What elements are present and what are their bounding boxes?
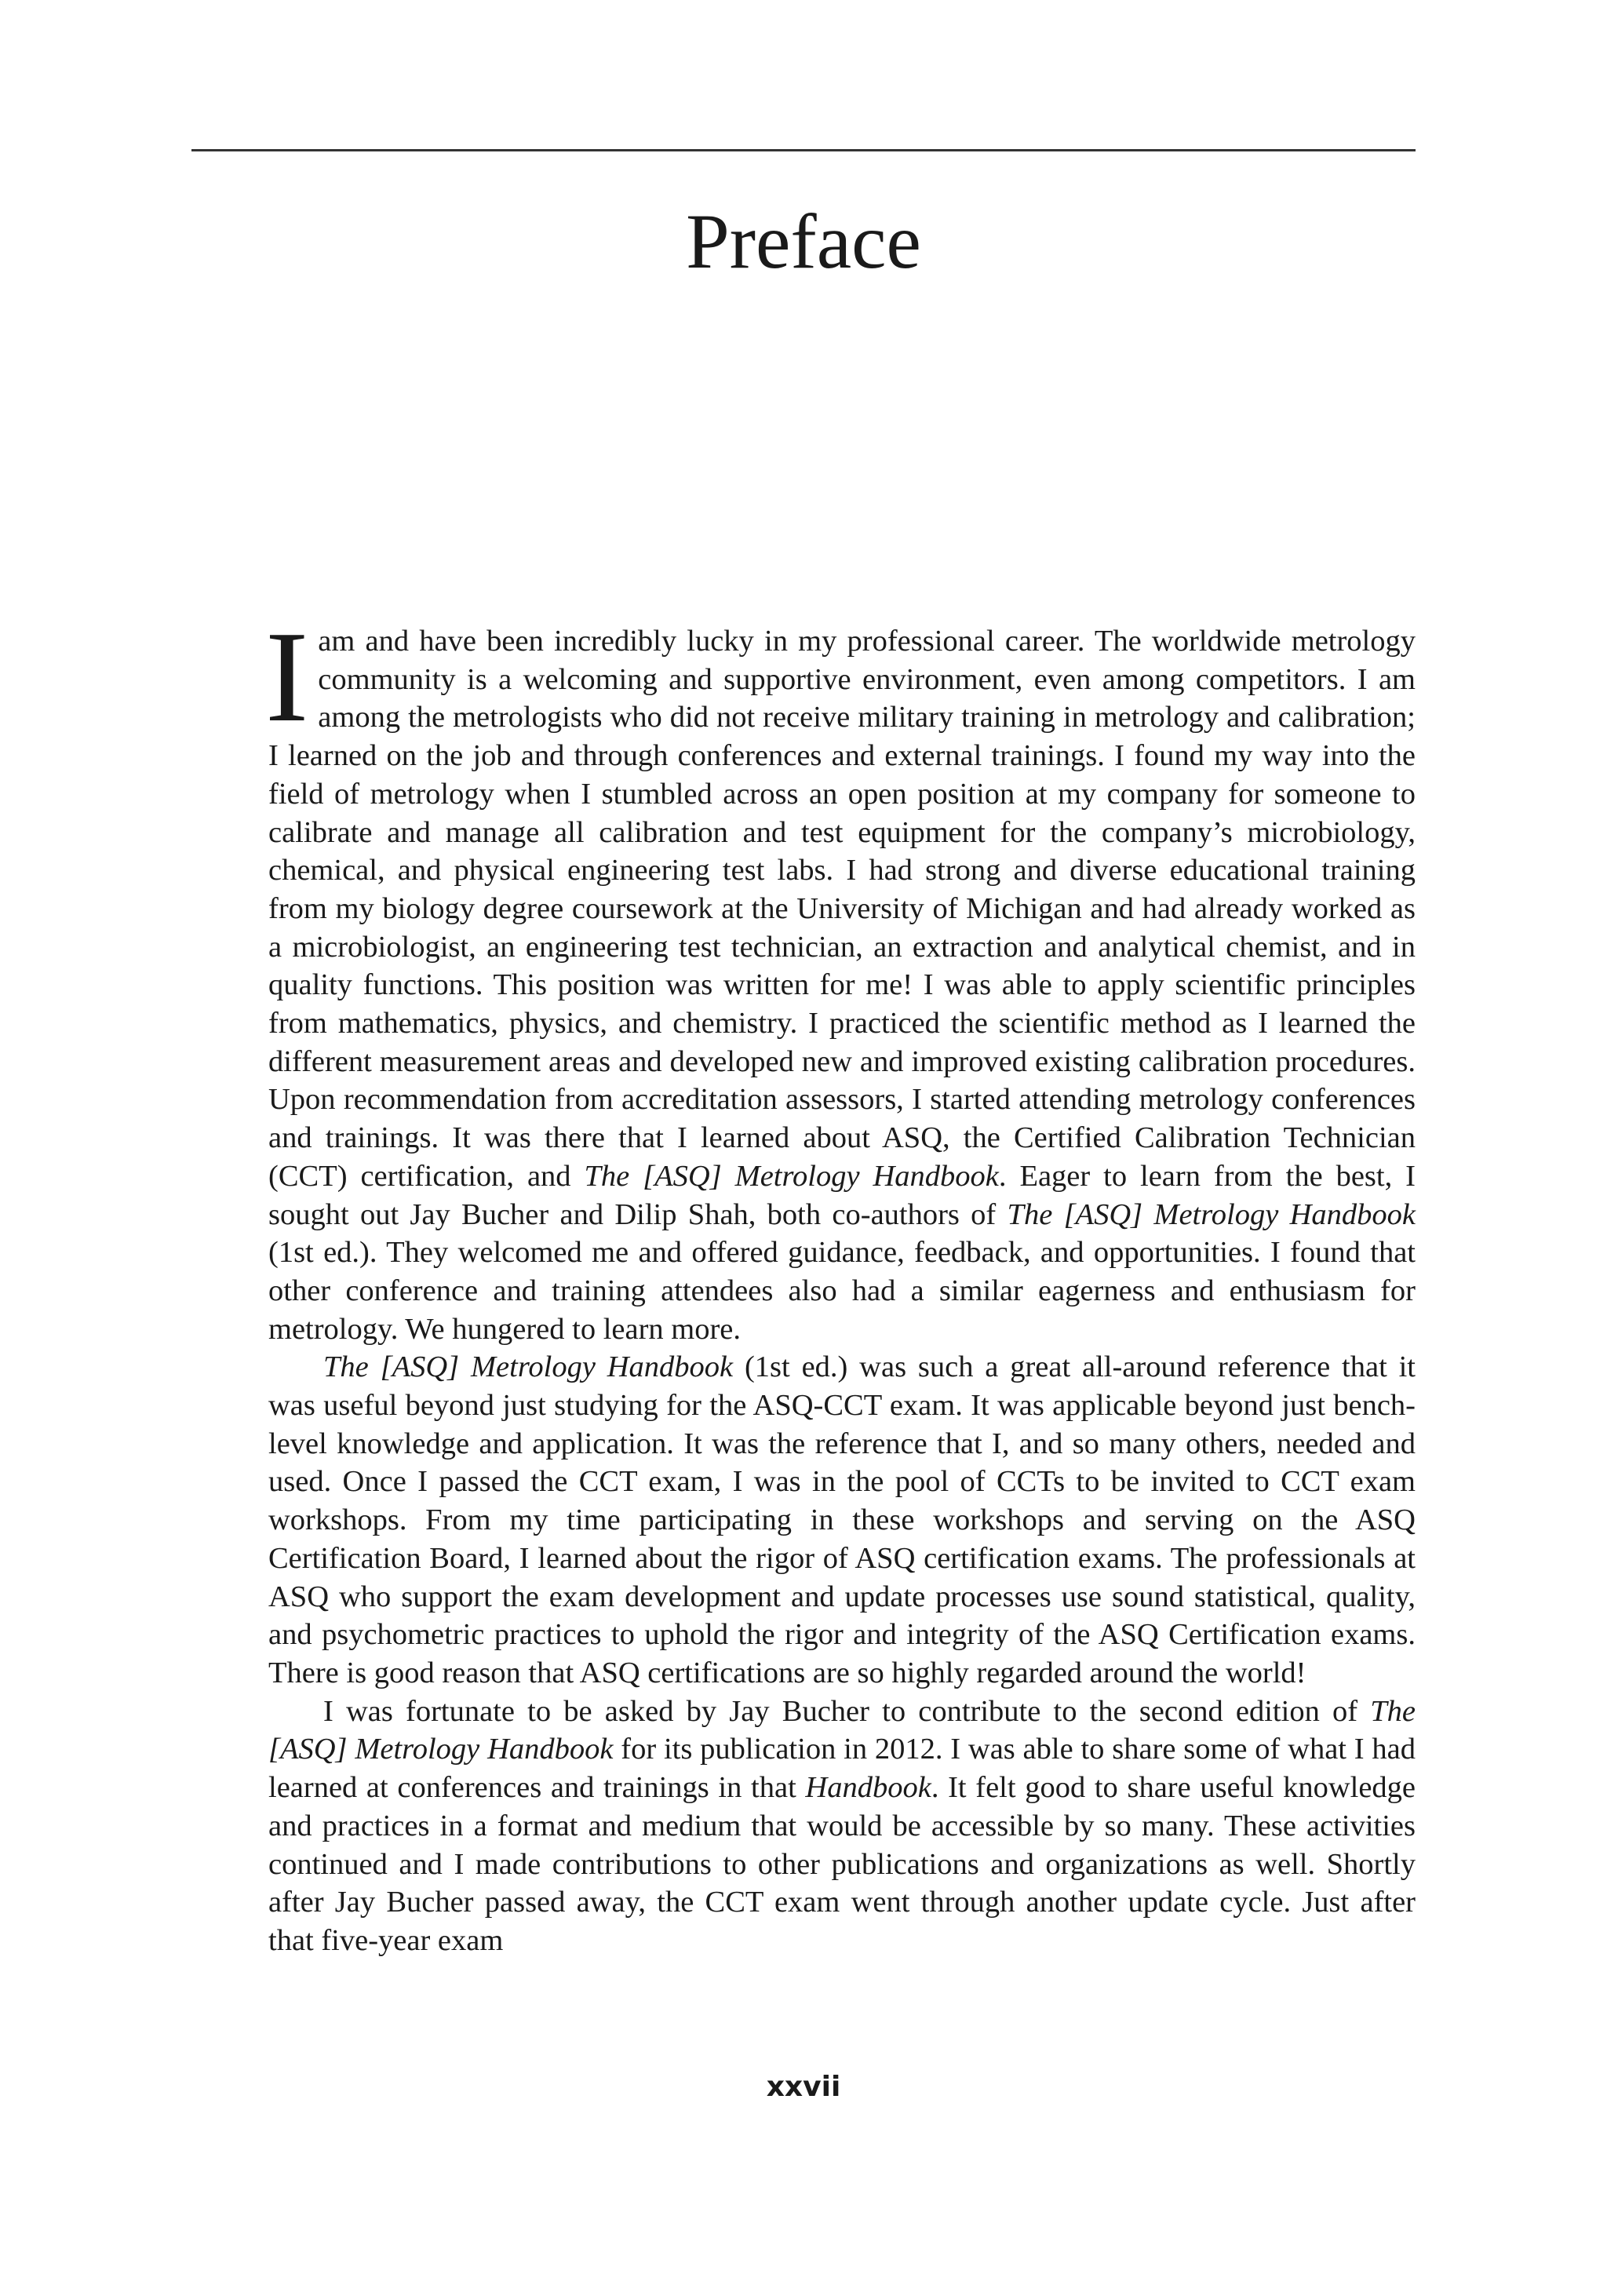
header-rule bbox=[191, 149, 1416, 151]
book-title: The [ASQ] Metrology Handbook bbox=[584, 1159, 999, 1193]
book-title: The [ASQ] Metrology Handbook bbox=[268, 1694, 1416, 1766]
book-title: The [ASQ] Metrology Handbook bbox=[1007, 1197, 1416, 1231]
text-run: (1st ed.). They welcomed me and offered guidance, feedback, and opportunities. I found that other conference and training attendees also had a similar eagerness and enthusiasm for metrology. We hungered to learn more. bbox=[268, 1236, 1416, 1346]
text-run: . Eager to learn from the best, I sought out Jay Bucher and Dilip Shah, both co-authors of bbox=[268, 1159, 1416, 1231]
paragraph-2 bbox=[268, 1348, 1416, 1692]
paragraph-1 bbox=[265, 604, 1416, 1348]
drop-cap: I bbox=[265, 604, 309, 749]
body-text bbox=[265, 604, 1416, 1960]
text-run: I was fortunate to be asked by Jay Bucher to contribute to the second edition of bbox=[323, 1694, 1371, 1728]
text-run: for its publication in 2012. I was able to share some of what I had learned at conferences and trainings in that bbox=[268, 1733, 1416, 1805]
book-title: Handbook bbox=[805, 1771, 931, 1805]
text-run: . It felt good to share useful knowledge and practices in a format and medium that would be accessible by so many. These activities continued and I made contributions to other publications and organizations as well. Shortly after Jay Bucher passed away, the CCT exam went through another update cycle. Just after that five-year exam bbox=[268, 1771, 1416, 1957]
page-number: xxvii bbox=[766, 2071, 841, 2103]
paragraph-3 bbox=[268, 1693, 1416, 1960]
page-title: Preface bbox=[686, 198, 921, 285]
text-run: (1st ed.) was such a great all-around reference that it was useful beyond just studying for the ASQ-CCT exam. It was applicable beyond just bench-level knowledge and application. It was the reference that I, and so many others, needed and used. Once I passed the CCT exam, I was in the pool of CCTs to be invited to CCT exam workshops. From my time participating in these workshops and serving on the ASQ Certification Board, I learned about the rigor of ASQ certification exams. The professionals at ASQ who support the exam development and update processes use sound statistical, quality, and psychometric practices to uphold the rigor and integrity of the ASQ Certification exams. There is good reason that ASQ certifications are so highly regarded around the world! bbox=[268, 1350, 1416, 1689]
text-run: am and have been incredibly lucky in my professional career. The worldwide metrology community is a welcoming and supportive environment, even among competitors. I am among the metrologists who did not receive military training in metrology and calibration; I learned on the job and through conferences and external trainings. I found my way into the field of metrology when I stumbled across an open position at my company for someone to calibrate and manage all calibration and test equipment for the company’s microbiology, chemical, and physical engineering test labs. I had strong and diverse educational training from my biology degree coursework at the University of Michigan and had already worked as a microbiologist, an engineering test technician, an extraction and analytical chemist, and in quality functions. This position was written for me! I was able to apply scientific principles from mathematics, physics, and chemistry. I practiced the scientific method as I learned the different measurement areas and developed new and improved existing calibration procedures. Upon recommendation from accreditation assessors, I started attending metrology conferences and trainings. It was there that I learned about ASQ, the Certified Calibration Technician (CCT) certification, and bbox=[268, 625, 1416, 1193]
book-title: The [ASQ] Metrology Handbook bbox=[323, 1350, 734, 1384]
